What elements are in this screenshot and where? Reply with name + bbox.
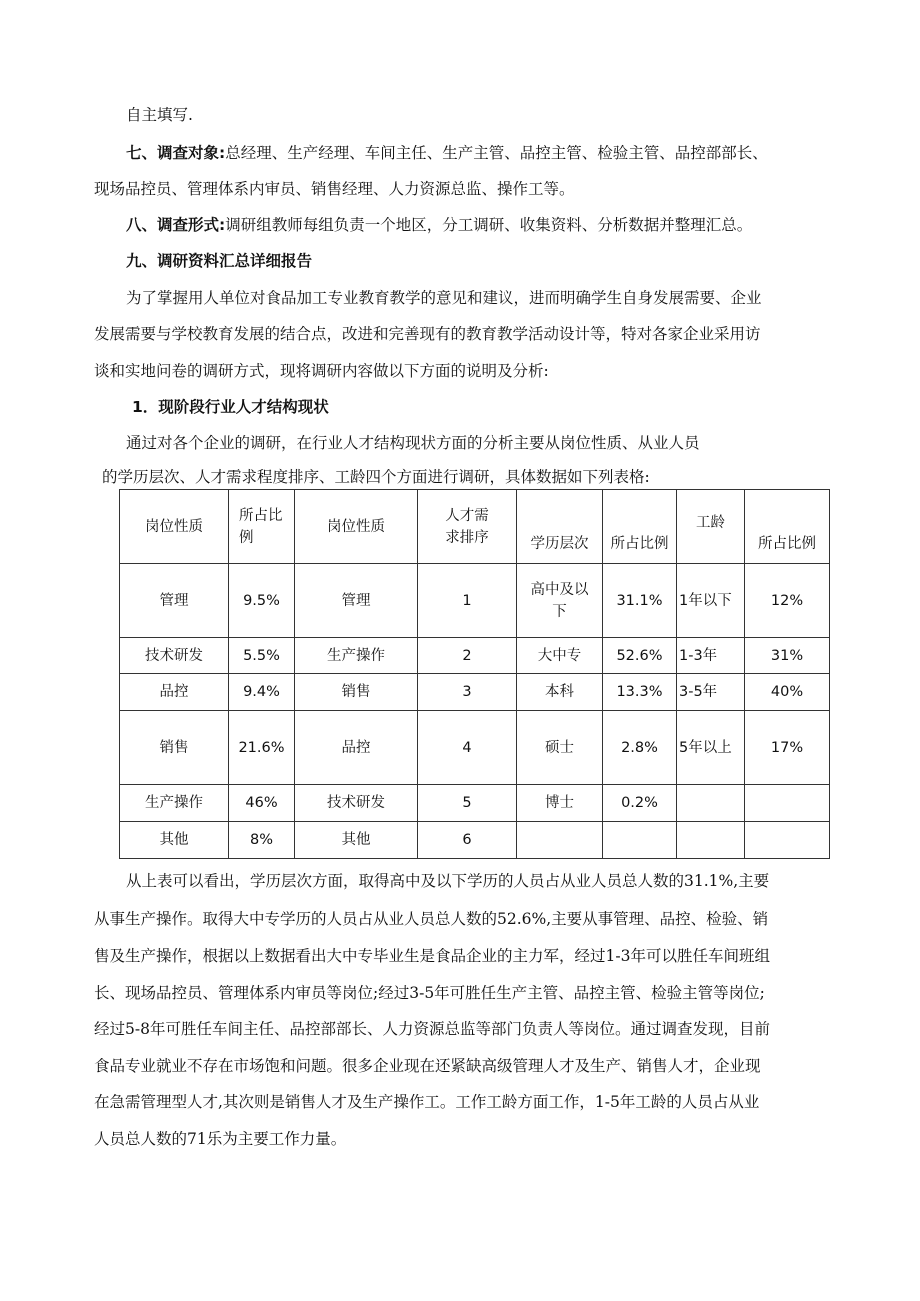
- cell-demand-post: 销售: [295, 674, 418, 711]
- analysis-line-3: 售及生产操作，根据以上数据看出大中专毕业生是食品企业的主力军，经过1-3年可以胜任车间班组: [94, 947, 770, 965]
- header-seniority: 工龄: [677, 490, 745, 564]
- cell-post: 其他: [120, 822, 229, 859]
- cell-demand-post: 技术研发: [295, 785, 418, 822]
- header-ratio-2: 所占比例: [603, 490, 677, 564]
- line-fill-text: 自主填写.: [126, 106, 193, 124]
- cell-post-ratio: 46%: [229, 785, 295, 822]
- cell-demand-post: 其他: [295, 822, 418, 859]
- table-row: [120, 822, 830, 859]
- analysis-line-5: 经过5-8年可胜任车间主任、品控部部长、人力资源总监等部门负责人等岗位。通过调查发现，目前: [94, 1020, 770, 1038]
- header-ratio-1: [229, 490, 295, 564]
- cell-post: 品控: [120, 674, 229, 711]
- cell-years: 3-5年: [677, 674, 745, 711]
- cell-edu-ratio: [603, 822, 677, 859]
- cell-rank: 1: [418, 564, 517, 638]
- header-post-nature-2: 岗位性质: [295, 490, 418, 564]
- cell-demand-post: 品控: [295, 711, 418, 785]
- sub1-text-2: 的学历层次、人才需求程度排序、工龄四个方面进行调研，具体数据如下列表格:: [102, 468, 650, 486]
- cell-years: 1年以下: [677, 564, 745, 638]
- analysis-line-8: 人员总人数的71乐为主要工作力量。: [94, 1130, 347, 1148]
- cell-education: 硕士: [517, 711, 603, 785]
- cell-education: [517, 564, 603, 638]
- section9-title: 九、调研资料汇总详细报告: [126, 252, 313, 270]
- cell-edu-ratio: 31.1%: [603, 564, 677, 638]
- intro-line-3: 谈和实地问卷的调研方式，现将调研内容做以下方面的说明及分析:: [94, 362, 549, 380]
- section7-line1: [126, 142, 866, 164]
- header-ratio-1-a: 所占比: [239, 507, 283, 524]
- cell-years: [677, 785, 745, 822]
- cell-years-ratio: [745, 785, 830, 822]
- table-row: [120, 674, 830, 711]
- cell-edu-ratio: 52.6%: [603, 638, 677, 674]
- intro-line-1: 为了掌握用人单位对食品加工专业教育教学的意见和建议，进而明确学生自身发展需要、企业: [126, 289, 762, 307]
- section8-text: 调研组教师每组负责一个地区，分工调研、收集资料、分析数据并整理汇总。: [225, 216, 753, 234]
- cell-rank: 2: [418, 638, 517, 674]
- cell-years: [677, 822, 745, 859]
- cell-edu-ratio: 2.8%: [603, 711, 677, 785]
- header-rank: [418, 490, 517, 564]
- header-rank-b: 求排序: [445, 529, 489, 546]
- analysis-line-2: 从事生产操作。取得大中专学历的人员占从业人员总人数的52.6%,主要从事管理、品控、检验、销: [94, 910, 769, 928]
- analysis-line-7: 在急需管理型人才,其次则是销售人才及生产操作工。工作工龄方面工作，1-5年工龄的人员占从业: [94, 1093, 760, 1111]
- cell-post: 管理: [120, 564, 229, 638]
- cell-years-ratio: 17%: [745, 711, 830, 785]
- cell-years-ratio: 40%: [745, 674, 830, 711]
- header-ratio-1-b: 例: [239, 529, 254, 546]
- cell-education: 博士: [517, 785, 603, 822]
- cell-post-ratio: 9.4%: [229, 674, 295, 711]
- cell-years-ratio: 31%: [745, 638, 830, 674]
- header-post-nature-1: 岗位性质: [120, 490, 229, 564]
- sub1-text-1: 通过对各个企业的调研，在行业人才结构现状方面的分析主要从岗位性质、从业人员: [126, 434, 700, 452]
- header-education: 学历层次: [517, 490, 603, 564]
- header-ratio-3: 所占比例: [745, 490, 830, 564]
- sub1-title: 1．现阶段行业人才结构现状: [132, 398, 329, 416]
- talent-structure-table: [119, 489, 830, 859]
- cell-education: 大中专: [517, 638, 603, 674]
- cell-post-ratio: 9.5%: [229, 564, 295, 638]
- cell-edu-ratio: 13.3%: [603, 674, 677, 711]
- section7-title: 七、调查对象:: [126, 144, 226, 162]
- analysis-line-4: 长、现场品控员、管理体系内审员等岗位;经过3-5年可胜任生产主管、品控主管、检验主管等岗位;: [94, 984, 765, 1002]
- cell-years: 5年以上: [677, 711, 745, 785]
- cell-years-ratio: [745, 822, 830, 859]
- table-header-row: [120, 490, 830, 564]
- cell-post: 技术研发: [120, 638, 229, 674]
- cell-rank: 4: [418, 711, 517, 785]
- cell-rank: 5: [418, 785, 517, 822]
- intro-line-2: 发展需要与学校教育发展的结合点，改进和完善现有的教育教学活动设计等，特对各家企业采用访: [94, 325, 761, 343]
- cell-post-ratio: 8%: [229, 822, 295, 859]
- cell-years: 1-3年: [677, 638, 745, 674]
- cell-demand-post: 管理: [295, 564, 418, 638]
- section7-text-a: 总经理、生产经理、车间主任、生产主管、品控主管、检验主管、品控部部长、: [225, 144, 768, 162]
- section7-text-b: 现场品控员、管理体系内审员、销售经理、人力资源总监、操作工等。: [94, 180, 575, 198]
- cell-post: 销售: [120, 711, 229, 785]
- cell-education-a: 高中及以: [530, 581, 589, 598]
- table-row: [120, 785, 830, 822]
- cell-rank: 6: [418, 822, 517, 859]
- cell-education: [517, 822, 603, 859]
- section8-line: [126, 214, 866, 236]
- cell-edu-ratio: 0.2%: [603, 785, 677, 822]
- table-row: [120, 564, 830, 638]
- cell-post-ratio: 21.6%: [229, 711, 295, 785]
- cell-education: 本科: [517, 674, 603, 711]
- section8-title: 八、调查形式:: [126, 216, 226, 234]
- cell-rank: 3: [418, 674, 517, 711]
- analysis-line-6: 食品专业就业不存在市场饱和问题。很多企业现在还紧缺高级管理人才及生产、销售人才，企业现: [94, 1057, 761, 1075]
- cell-demand-post: 生产操作: [295, 638, 418, 674]
- cell-post-ratio: 5.5%: [229, 638, 295, 674]
- cell-years-ratio: 12%: [745, 564, 830, 638]
- analysis-line-1: 从上表可以看出，学历层次方面，取得高中及以下学历的人员占从业人员总人数的31.1%,主要: [126, 872, 770, 890]
- cell-post: 生产操作: [120, 785, 229, 822]
- header-rank-a: 人才需: [445, 507, 489, 524]
- cell-education-b: 下: [552, 603, 567, 620]
- table-row: [120, 638, 830, 674]
- table-row: [120, 711, 830, 785]
